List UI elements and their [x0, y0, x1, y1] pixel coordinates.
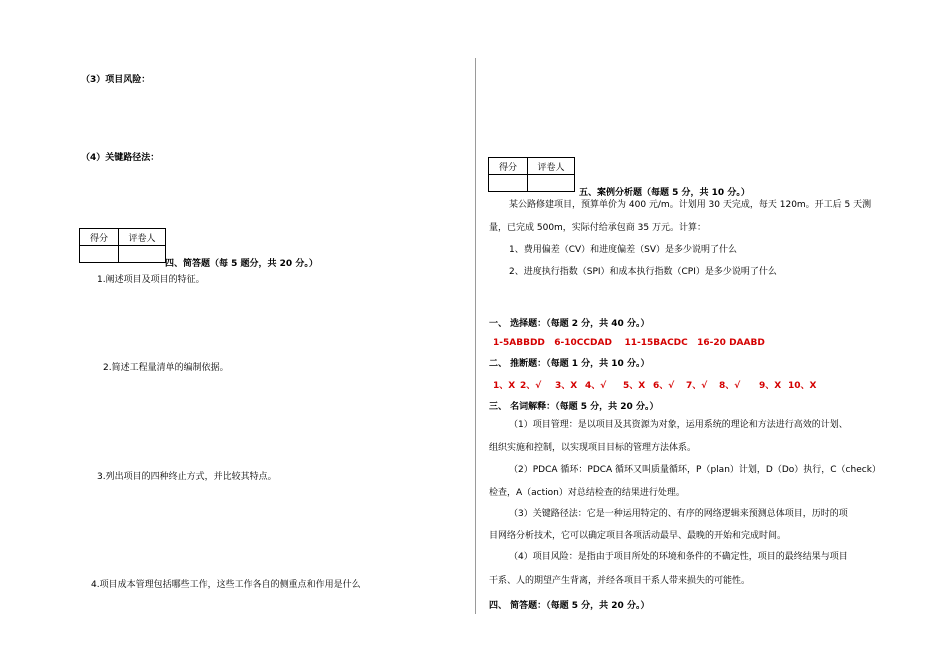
true-false-mark: 4、√	[585, 381, 607, 391]
section-4-title: 四、简答题（每 5 题分，共 20 分。）	[165, 259, 318, 269]
score-cell	[489, 175, 528, 192]
grader-cell	[119, 246, 166, 263]
grader-header: 评卷人	[119, 229, 166, 246]
score-header: 得分	[489, 158, 528, 175]
true-false-mark: 2、√	[520, 381, 542, 391]
true-false-mark: 7、√	[686, 381, 708, 391]
answer-section-4-title: 四、 简答题：（每题 5 分，共 20 分。）	[489, 601, 650, 611]
term-2-line-2: 检查，A（action）对总结检查的结果进行处理。	[489, 488, 685, 498]
true-false-mark: 10、X	[788, 381, 817, 391]
true-false-mark: 8、√	[719, 381, 741, 391]
true-false-mark: 5、X	[623, 381, 646, 391]
score-cell	[80, 246, 119, 263]
term-3-line-1: （3）关键路径法：它是一种运用特定的、有序的网络逻辑来预测总体项目，历时的项	[509, 509, 848, 519]
grader-cell	[528, 175, 575, 192]
term-1-line-2: 组织实施和控制，以实现项目目标的管理方法体系。	[489, 443, 697, 453]
term-2-line-1: （2）PDCA 循环：PDCA 循环又叫质量循环，P（plan）计划，D（Do）执行，C（check）	[509, 465, 881, 475]
score-table-right	[488, 157, 575, 192]
short-answer-item-3: 3.列出项目的四种终止方式，并比较其特点。	[97, 472, 277, 482]
short-answer-item-4: 4.项目成本管理包括哪些工作，这些工作各自的侧重点和作用是什么	[91, 580, 361, 590]
true-false-mark: 9、X	[759, 381, 782, 391]
true-false-mark: 1、X	[493, 381, 516, 391]
score-table-left	[79, 228, 166, 263]
answer-section-3-title: 三、 名词解释：（每题 5 分，共 20 分。）	[489, 402, 659, 412]
term-4-line-1: （4）项目风险：是指由于项目所处的环境和条件的不确定性，项目的最终结果与项目	[509, 552, 848, 562]
answer-section-1-content: 1-5ABBDD 6-10CCDAD 11-15BACDC 16-20 DAABD	[493, 338, 765, 348]
case-question-1: 1、费用偏差（CV）和进度偏差（SV）是多少说明了什么	[509, 245, 738, 255]
case-description-line-2: 量，已完成 500m，实际付给承包商 35 万元。计算：	[489, 223, 706, 233]
column-divider	[475, 58, 476, 614]
answer-section-2-marks	[493, 378, 823, 390]
question-3-project-risk: （3）项目风险：	[81, 75, 151, 85]
score-header: 得分	[80, 229, 119, 246]
case-question-2: 2、进度执行指数（SPI）和成本执行指数（CPI）是多少说明了什么	[509, 267, 777, 277]
answer-section-1-title: 一、 选择题：（每题 2 分，共 40 分。）	[489, 319, 650, 329]
grader-header: 评卷人	[528, 158, 575, 175]
section-5-title: 五、案例分析题（每题 5 分，共 10 分。）	[579, 188, 750, 198]
term-4-line-2: 干系、人的期望产生背离，并经各项目干系人带来损失的可能性。	[489, 576, 751, 586]
term-1-line-1: （1）项目管理：是以项目及其资源为对象，运用系统的理论和方法进行高效的计划、	[509, 420, 848, 430]
answer-section-2-title: 二、 推断题：（每题 1 分，共 10 分。）	[489, 359, 650, 369]
short-answer-item-1: 1.阐述项目及项目的特征。	[97, 275, 205, 285]
true-false-mark: 6、√	[653, 381, 675, 391]
term-3-line-2: 目网络分析技术，它可以确定项目各项活动最早、最晚的开始和完成时间。	[489, 531, 787, 541]
short-answer-item-2: 2.简述工程量清单的编制依据。	[103, 363, 229, 373]
case-description-line-1: 某公路修建项目，预算单价为 400 元/m。计划用 30 天完成，每天 120m。开工后 5 天测	[509, 200, 872, 210]
true-false-mark: 3、X	[555, 381, 578, 391]
question-4-critical-path: （4）关键路径法：	[81, 153, 160, 163]
